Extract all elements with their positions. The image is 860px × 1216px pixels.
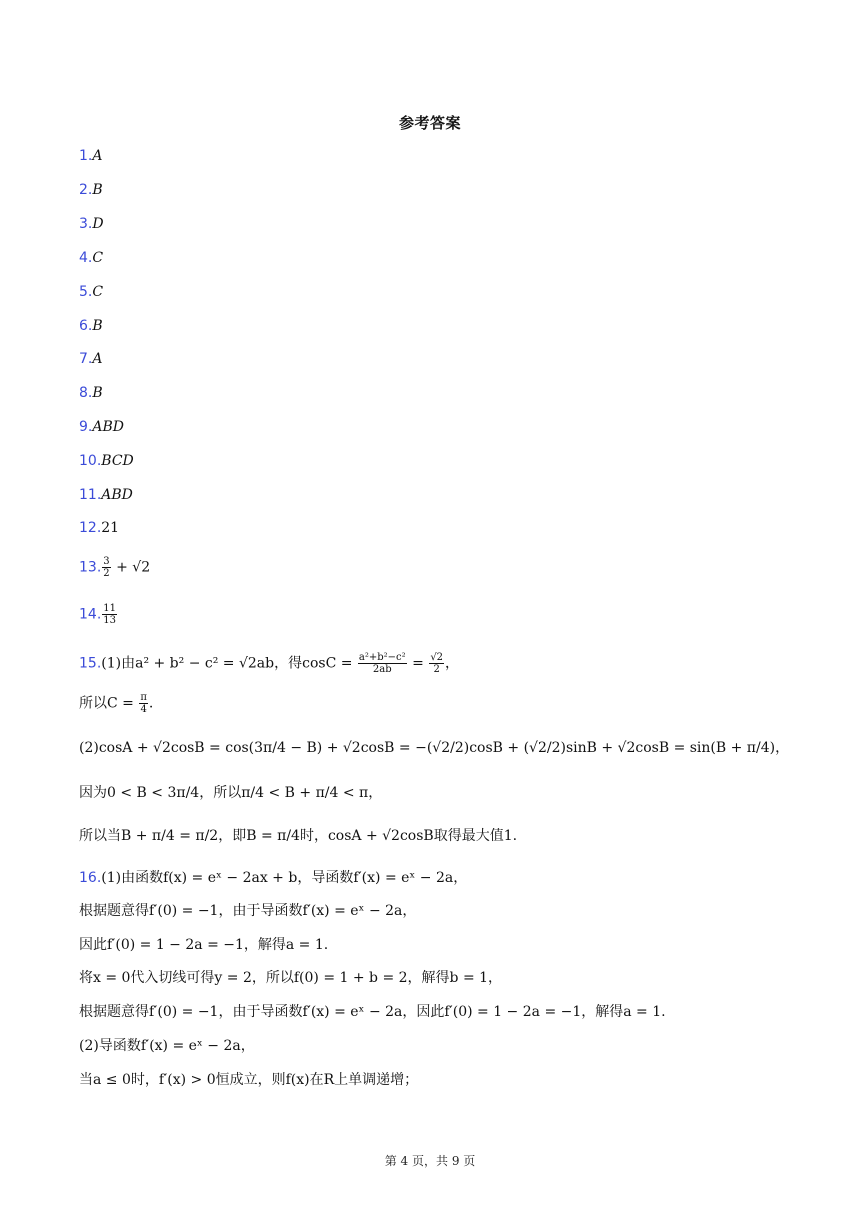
answer-value: 21 [101, 520, 120, 536]
question-number: 2. [79, 182, 93, 198]
answer-line [79, 316, 103, 336]
answer-value: ABD [101, 487, 133, 503]
solution-text: (1)由函数f(x) = eˣ − 2ax + b，导函数f′(x) = eˣ − 2a， [101, 870, 468, 886]
solution-line: (2)导函数f′(x) = eˣ − 2a， [79, 1038, 255, 1054]
question-number: 4. [79, 250, 93, 266]
question-number: 15. [79, 655, 102, 672]
solution-line: 将x = 0代入切线可得y = 2，所以f(0) = 1 + b = 2，解得b = 1， [79, 970, 503, 986]
answer-line [79, 518, 119, 538]
solution-text: . [148, 695, 154, 712]
answer-value: B [92, 318, 103, 334]
page-footer: 第 4 页，共 9 页 [384, 1154, 476, 1168]
answer-line [79, 383, 103, 403]
solution-text: ， [445, 655, 460, 672]
question-number: 9. [79, 419, 93, 435]
answer-value: D [92, 216, 104, 232]
answer-value: + √2 [111, 559, 151, 576]
answer-line [79, 248, 103, 268]
answer-line [79, 485, 133, 505]
solution-line: 所以当B + π/4 = π/2，即B = π/4时，cosA + √2cosB取得最大值1. [79, 828, 518, 844]
page-title: 参考答案 [398, 114, 461, 132]
answer-line [79, 180, 103, 200]
solution-text: = [407, 655, 429, 672]
question-number: 16. [79, 870, 102, 886]
solution-line [79, 692, 153, 715]
fraction: $\frac{\text{a²+b²−c²}}{2ab}$ [358, 652, 406, 675]
answer-value: B [92, 182, 103, 198]
answer-line [79, 146, 102, 166]
question-number: 13. [79, 559, 102, 576]
fraction: $\frac{\pi}{4}$ [140, 692, 147, 715]
question-number: 3. [79, 216, 93, 232]
fraction: $\frac{√2}{2}$ [430, 652, 444, 675]
answer-value: B [92, 385, 103, 401]
fraction: $\frac{3}{2}$ [103, 556, 110, 579]
fraction: $\frac{11}{13}$ [103, 603, 116, 626]
answer-line [79, 282, 103, 302]
solution-line: 因此f′(0) = 1 − 2a = −1，解得a = 1. [79, 937, 329, 953]
question-number: 12. [79, 520, 102, 536]
question-number: 8. [79, 385, 93, 401]
question-number: 14. [79, 606, 102, 623]
solution-line: 因为0 < B < 3π/4，所以π/4 < B + π/4 < π， [79, 785, 383, 801]
question-number: 10. [79, 453, 102, 469]
answer-value: BCD [101, 453, 134, 469]
solution-line: 根据题意得f′(0) = −1，由于导函数f′(x) = eˣ − 2a，因此f′(0) = 1 − 2a = −1，解得a = 1. [79, 1004, 666, 1020]
solution-line: (2)cosA + √2cosB = cos(3π/4 − B) + √2cosB = −(√2/2)cosB + (√2/2)sinB + √2cosB = sin(B + π/4)， [79, 740, 790, 756]
question-number: 1. [79, 148, 93, 164]
solution-line [79, 868, 467, 888]
answer-line [79, 417, 124, 437]
answer-line [79, 603, 118, 626]
answer-value: A [92, 351, 103, 367]
solution-line: 根据题意得f′(0) = −1，由于导函数f′(x) = eˣ − 2a， [79, 903, 417, 919]
answer-line [79, 556, 150, 579]
question-number: 7. [79, 351, 93, 367]
solution-line: 当a ≤ 0时，f′(x) > 0恒成立，则f(x)在R上单调递增； [79, 1072, 419, 1088]
solution-text: 所以C = [79, 695, 139, 712]
answer-value: A [92, 148, 103, 164]
question-number: 11. [79, 487, 102, 503]
answer-value: C [92, 250, 104, 266]
answer-line [79, 214, 104, 234]
question-number: 6. [79, 318, 93, 334]
question-number: 5. [79, 284, 93, 300]
answer-line [79, 349, 102, 369]
answer-value: C [92, 284, 104, 300]
solution-text: (1)由a² + b² − c² = √2ab，得cosC = [101, 655, 357, 672]
solution-line [79, 652, 459, 675]
answer-line [79, 451, 134, 471]
answer-value: ABD [92, 419, 124, 435]
